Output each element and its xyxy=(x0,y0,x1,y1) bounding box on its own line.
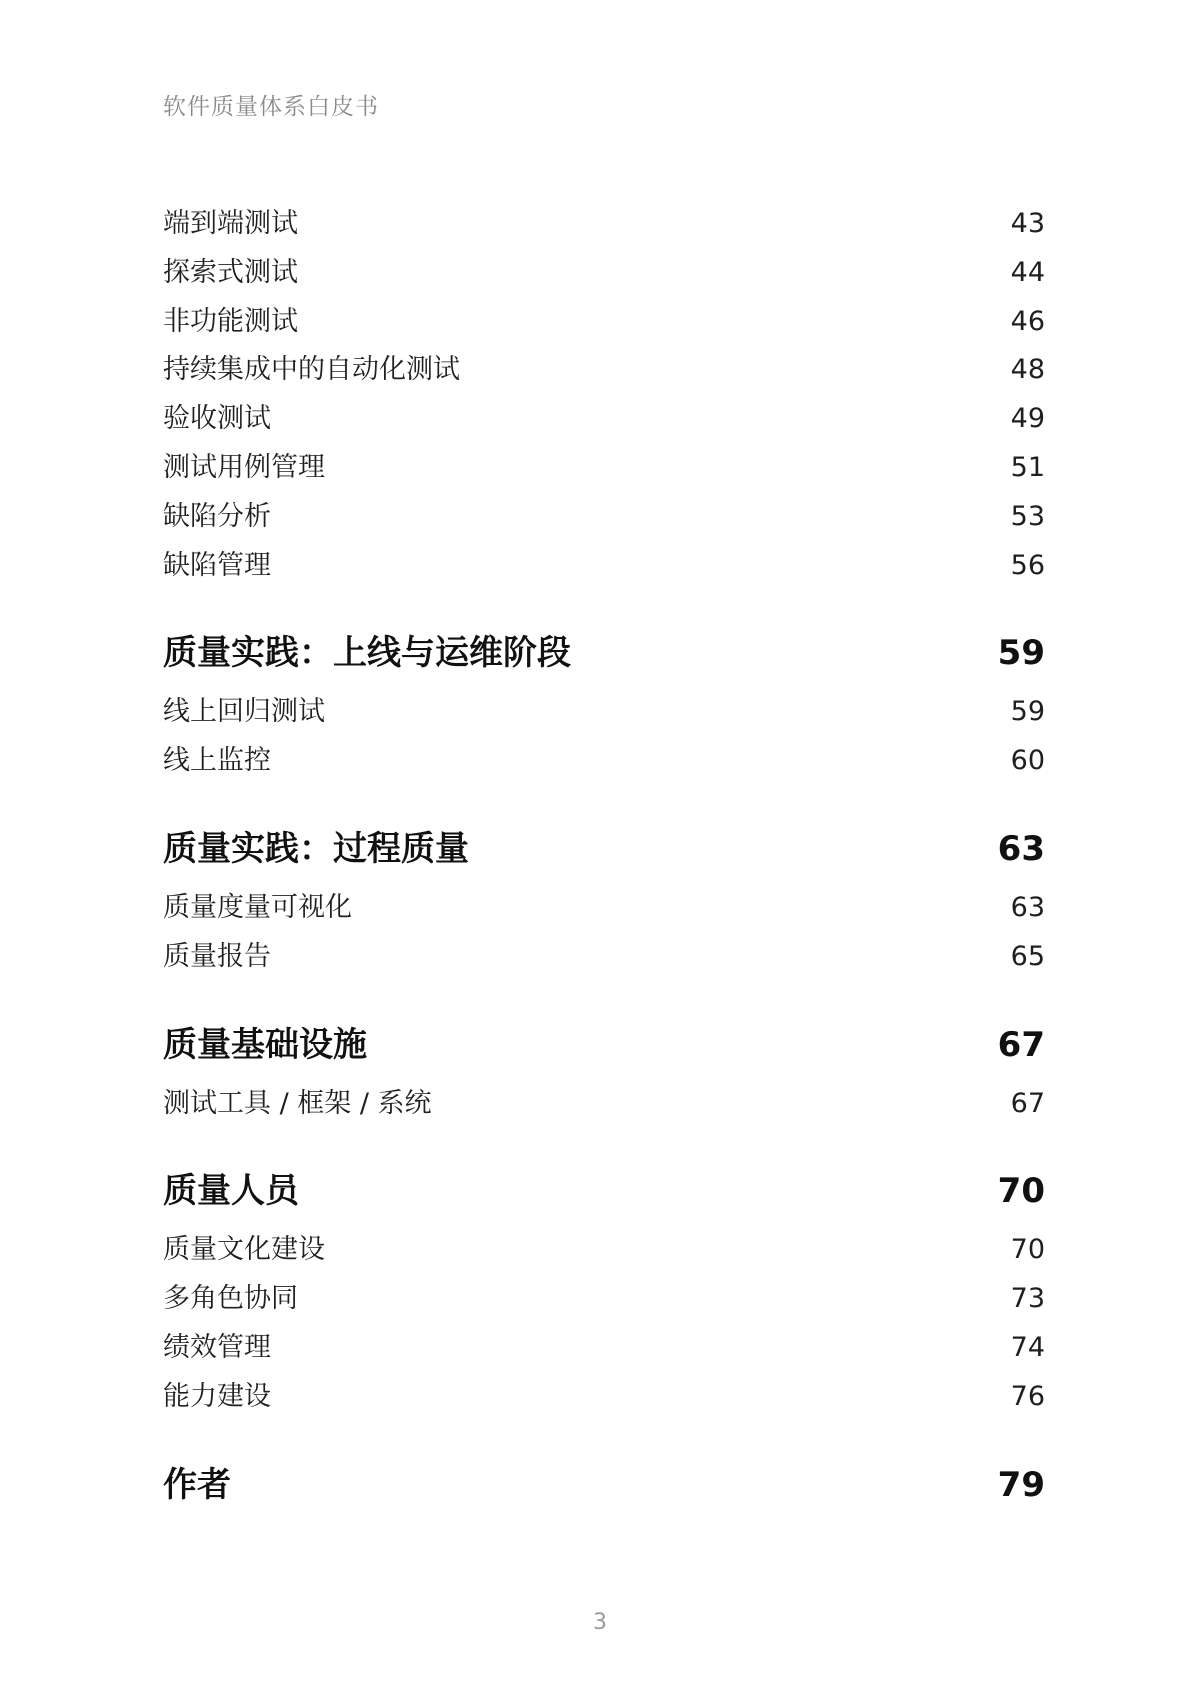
toc-entry[interactable] xyxy=(163,346,1045,395)
toc-entry-title: 缺陷管理 xyxy=(163,549,271,581)
toc-entry-page: 44 xyxy=(1010,256,1045,288)
toc-chapter-heading[interactable] xyxy=(163,1010,1045,1080)
page-number: 3 xyxy=(593,1610,607,1635)
toc-chapter-title: 作者 xyxy=(163,1464,231,1505)
toc-entry[interactable] xyxy=(163,1373,1045,1422)
toc-entry-title: 探索式测试 xyxy=(163,256,298,288)
toc-entry-title: 绩效管理 xyxy=(163,1331,271,1363)
toc-entry[interactable] xyxy=(163,884,1045,933)
toc-chapter-title: 质量基础设施 xyxy=(163,1024,367,1065)
toc-entry-page: 60 xyxy=(1010,745,1045,777)
toc-chapter-title: 质量实践：上线与运维阶段 xyxy=(163,633,571,674)
toc-chapter-heading[interactable] xyxy=(163,814,1045,884)
toc-entry-page: 76 xyxy=(1010,1380,1045,1412)
toc-entry-page: 43 xyxy=(1010,208,1045,239)
toc-entry-title: 测试用例管理 xyxy=(163,451,325,483)
toc-chapter-title: 质量实践：过程质量 xyxy=(163,828,469,869)
toc-entry[interactable] xyxy=(163,737,1045,786)
toc-entry[interactable] xyxy=(163,395,1045,444)
toc-section xyxy=(163,200,1045,590)
toc-entry[interactable] xyxy=(163,933,1045,982)
toc-entry-title: 端到端测试 xyxy=(163,208,298,239)
toc-chapter-heading[interactable] xyxy=(163,1450,1045,1520)
toc-entry-page: 63 xyxy=(1010,891,1045,923)
toc-chapter-title: 质量人员 xyxy=(163,1171,299,1212)
toc-entry[interactable] xyxy=(163,1080,1045,1129)
toc-entry-page: 51 xyxy=(1010,451,1045,483)
toc-entry-title: 测试工具 / 框架 / 系统 xyxy=(163,1087,432,1119)
toc-chapter-page: 63 xyxy=(997,828,1045,869)
toc-entry[interactable] xyxy=(163,298,1045,347)
toc-entry-page: 70 xyxy=(1010,1234,1045,1266)
toc-entry-title: 线上监控 xyxy=(163,745,271,777)
toc-entry-title: 质量报告 xyxy=(163,940,271,972)
toc-entry-title: 验收测试 xyxy=(163,403,271,435)
toc-entry[interactable] xyxy=(163,1226,1045,1275)
toc-entry-title: 能力建设 xyxy=(163,1380,271,1412)
toc-entry[interactable] xyxy=(163,1324,1045,1373)
table-of-contents xyxy=(163,200,1045,1520)
toc-section xyxy=(163,1156,1045,1421)
toc-chapter-page: 67 xyxy=(997,1024,1045,1065)
document-header-title: 软件质量体系白皮书 xyxy=(163,94,379,120)
toc-entry-page: 46 xyxy=(1010,305,1045,337)
toc-entry-page: 73 xyxy=(1010,1283,1045,1315)
toc-entry-title: 线上回归测试 xyxy=(163,696,325,728)
toc-section xyxy=(163,618,1045,786)
toc-entry-page: 53 xyxy=(1010,500,1045,532)
toc-entry-title: 非功能测试 xyxy=(163,305,298,337)
toc-entry-page: 74 xyxy=(1010,1331,1045,1363)
toc-entry-title: 多角色协同 xyxy=(163,1283,298,1315)
toc-chapter-page: 59 xyxy=(997,633,1045,674)
toc-entry[interactable] xyxy=(163,249,1045,298)
toc-section xyxy=(163,1450,1045,1520)
toc-entry-page: 49 xyxy=(1010,403,1045,435)
toc-entry-page: 48 xyxy=(1010,354,1045,386)
toc-entry[interactable] xyxy=(163,444,1045,493)
toc-chapter-page: 70 xyxy=(997,1171,1045,1212)
toc-entry-page: 59 xyxy=(1010,696,1045,728)
toc-section xyxy=(163,1010,1045,1129)
toc-entry-title: 持续集成中的自动化测试 xyxy=(163,354,460,386)
toc-entry-title: 缺陷分析 xyxy=(163,500,271,532)
toc-chapter-page: 79 xyxy=(997,1464,1045,1505)
toc-entry-title: 质量文化建设 xyxy=(163,1234,325,1266)
toc-section xyxy=(163,814,1045,982)
toc-chapter-heading[interactable] xyxy=(163,1156,1045,1226)
toc-entry[interactable] xyxy=(163,688,1045,737)
toc-entry-page: 67 xyxy=(1010,1087,1045,1119)
toc-entry-page: 56 xyxy=(1010,549,1045,581)
toc-entry[interactable] xyxy=(163,1275,1045,1324)
toc-entry[interactable] xyxy=(163,542,1045,591)
toc-chapter-heading[interactable] xyxy=(163,618,1045,688)
toc-entry[interactable] xyxy=(163,493,1045,542)
toc-entry-title: 质量度量可视化 xyxy=(163,891,352,923)
toc-entry-page: 65 xyxy=(1010,940,1045,972)
toc-entry[interactable] xyxy=(163,200,1045,249)
